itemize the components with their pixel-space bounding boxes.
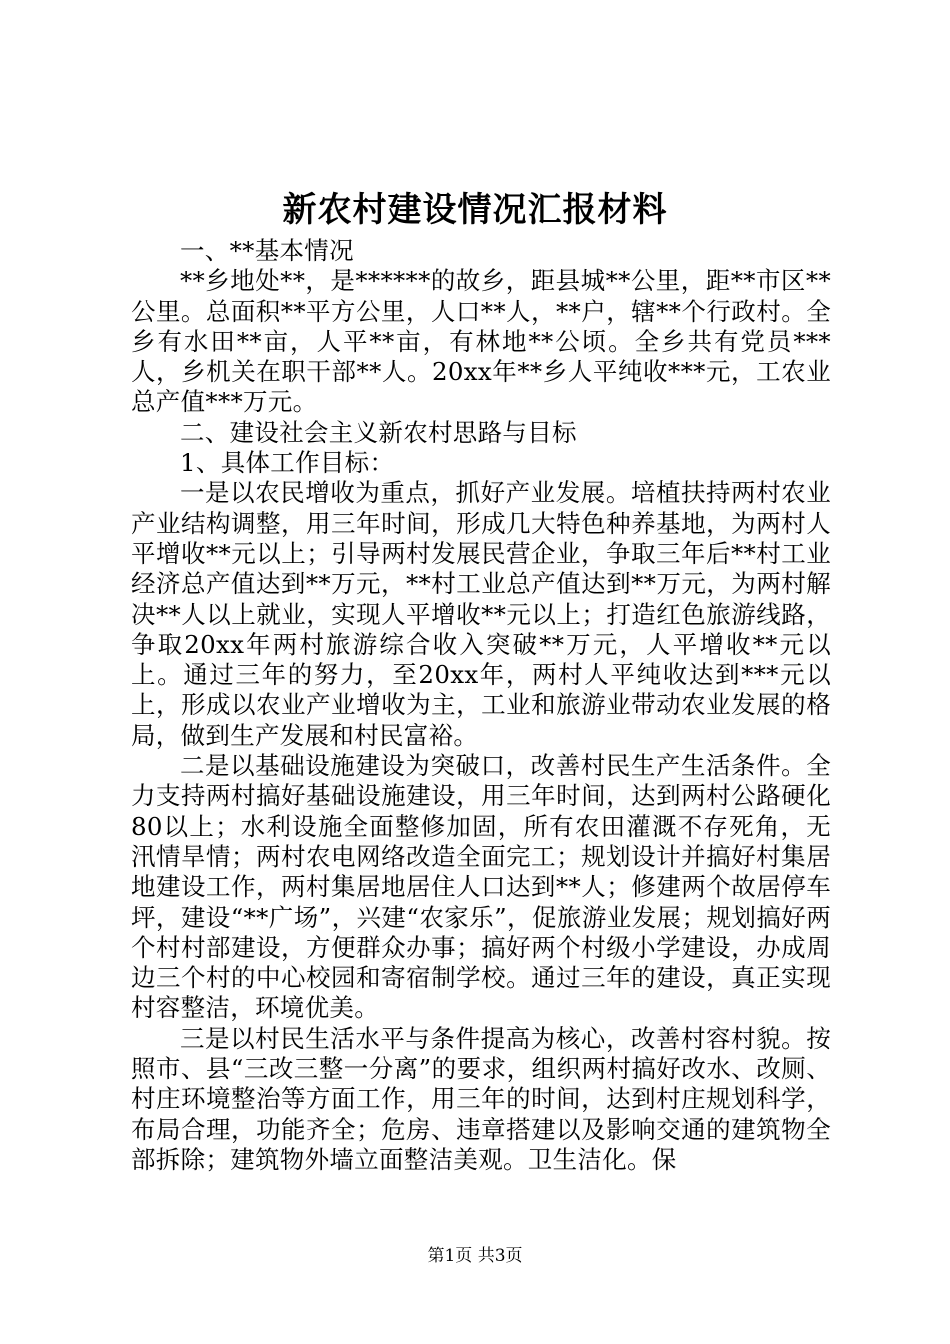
document-body xyxy=(131,236,831,1175)
subheading-work-targets: 1、具体工作目标： xyxy=(180,448,395,478)
paragraph-target-three: 三是以村民生活水平与条件提高为核心，改善村容村貌。按照市、县“三改三整一分离”的要求，组织两村搞好改水、改厕、村庄环境整治等方面工作，用三年的时间，达到村庄规划科学，布局合理，功能齐全；危房、违章搭建以及影响交通的建筑物全部拆除；建筑物外墙立面整洁美观。卫生洁化。保 xyxy=(131,1023,831,1174)
paragraph-basic-situation: **乡地处**，是******的故乡，距县城**公里，距**市区**公里。总面积**平方公里，人口**人，**户，辖**个行政村。全乡有水田**亩，人平**亩，有林地**公顷。全乡共有党员***人，乡机关在职干部**人。20xx年**乡人平纯收***元，工农业总产值***万元。 xyxy=(131,266,831,417)
paragraph-target-one: 一是以农民增收为重点，抓好产业发展。培植扶持两村农业产业结构调整，用三年时间，形成几大特色种养基地，为两村人平增收**元以上；引导两村发展民营企业，争取三年后**村工业经济总产值达到**万元，**村工业总产值达到**万元，为两村解决**人以上就业，实现人平增收**元以上；打造红色旅游线路，争取20xx年两村旅游综合收入突破**万元，人平增收**元以上。通过三年的努力，至20xx年，两村人平纯收达到***元以上，形成以农业产业增收为主，工业和旅游业带动农业发展的格局，做到生产发展和村民富裕。 xyxy=(131,478,831,750)
section-heading-goals: 二、建设社会主义新农村思路与目标 xyxy=(180,417,577,447)
paragraph-target-two: 二是以基础设施建设为突破口，改善村民生产生活条件。全力支持两村搞好基础设施建设，用三年时间，达到两村公路硬化80以上；水利设施全面整修加固，所有农田灌溉不存死角，无汛情旱情；两村农电网络改造全面完工；规划设计并搞好村集居地建设工作，两村集居地居住人口达到**人；修建两个故居停车坪，建设“**广场”，兴建“农家乐”，促旅游业发展；规划搞好两个村村部建设，方便群众办事；搞好两个村级小学建设，办成周边三个村的中心校园和寄宿制学校。通过三年的建设，真正实现村容整洁，环境优美。 xyxy=(131,751,831,1023)
document-title: 新农村建设情况汇报材料 xyxy=(282,190,668,230)
section-heading-basic-situation: 一、**基本情况 xyxy=(180,236,354,265)
page-number-footer: 第1页 共3页 xyxy=(427,1246,523,1266)
